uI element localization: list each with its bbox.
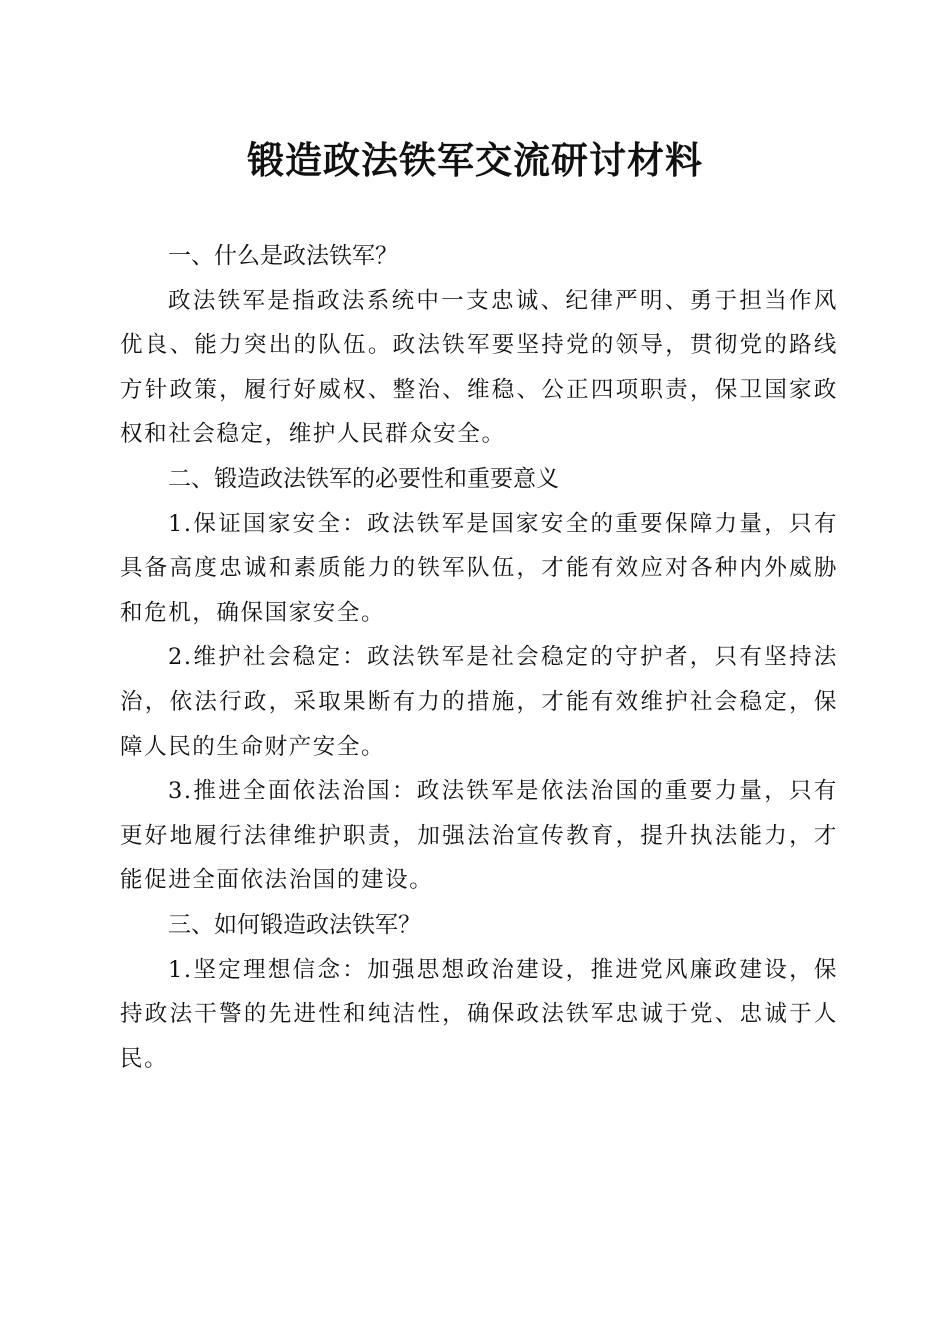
section-heading: 三、如何锻造政法铁军？ bbox=[168, 911, 421, 938]
document-body bbox=[120, 234, 838, 1081]
document-title: 锻造政法铁军交流研讨材料 bbox=[247, 138, 703, 182]
paragraph: 2.维护社会稳定：政法铁军是社会稳定的守护者，只有坚持法治，依法行政，采取果断有力的措施，才能有效维护社会稳定，保障人民的生命财产安全。 bbox=[120, 644, 838, 760]
paragraph: 1.保证国家安全：政法铁军是国家安全的重要保障力量，只有具备高度忠诚和素质能力的铁军队伍，才能有效应对各种内外威胁和危机，确保国家安全。 bbox=[120, 510, 838, 626]
paragraph: 3.推进全面依法治国：政法铁军是依法治国的重要力量，只有更好地履行法律维护职责，加强法治宣传教育，提升执法能力，才能促进全面依法治国的建设。 bbox=[120, 778, 838, 894]
section-heading: 一、什么是政法铁军？ bbox=[168, 243, 398, 269]
section-heading: 二、锻造政法铁军的必要性和重要意义 bbox=[168, 465, 559, 492]
section-3 bbox=[120, 903, 838, 1081]
paragraph: 政法铁军是指政法系统中一支忠诚、纪律严明、勇于担当作风优良、能力突出的队伍。政法铁军要坚持党的领导，贯彻党的路线方针政策，履行好威权、整治、维稳、公正四项职责，保卫国家政权和社会稳定，维护人民群众安全。 bbox=[120, 287, 838, 448]
section-2 bbox=[120, 457, 838, 903]
paragraph: 1.坚定理想信念：加强思想政治建设，推进党风廉政建设，保持政法干警的先进性和纯洁性，确保政法铁军忠诚于党、忠诚于人民。 bbox=[120, 956, 838, 1072]
section-1 bbox=[120, 234, 838, 457]
